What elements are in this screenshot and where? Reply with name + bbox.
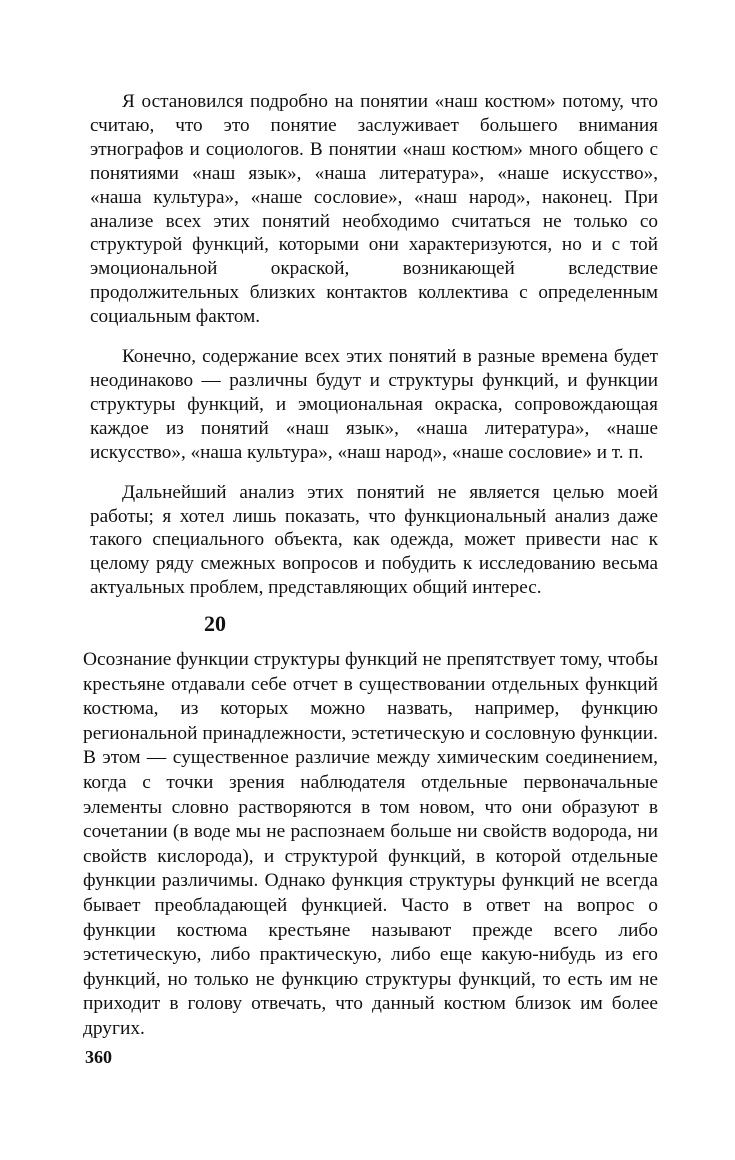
upper-text-block xyxy=(90,90,658,616)
paragraph-3: Дальнейший анализ этих понятий не является целью моей работы; я хотел лишь показать, что функциональный анализ даже такого специального объекта, как одежда, может привести нас к целому ряду смежных вопросов и побудить к исследованию весьма актуальных проблем, представляющих общий интерес. xyxy=(90,481,658,599)
page-number: 360 xyxy=(85,1047,112,1067)
paragraph-1: Я остановился подробно на понятии «наш костюм» потому, что считаю, что это понятие заслуживает большего внимания этнографов и социологов. В понятии «наш костюм» много общего с понятиями «наш язык», «наша литература», «наше искусство», «наша культура», «наше сословие», «наш народ», наконец. При анализе всех этих понятий необходимо считаться не только со структурой функций, которыми они характеризуются, но и с той эмоциональной окраской, возникающей вследствие продолжительных близких контактов коллектива с определенным социальным фактом. xyxy=(90,91,658,328)
section-number: 20 xyxy=(204,611,226,636)
lower-text-block xyxy=(83,648,658,1042)
paragraph-2: Конечно, содержание всех этих понятий в разные времена будет неодинаково — различны будут и структуры функций, и функции структуры функций, и эмоциональная окраска, сопровождающая каждое из понятий «наш язык», «наша литература», «наше искусство», «наша культура», «наш народ», «наше сословие» и т. п. xyxy=(90,346,658,463)
paragraph-4: Осознание функции структуры функций не препятствует тому, чтобы крестьяне отдавали себе отчет в существовании отдельных функций костюма, из которых можно назвать, например, функцию региональной принадлежности, эстетическую и сословную функции. В этом — существенное различие между химическим соединением, когда с точки зрения наблюдателя отдельные первоначальные элементы словно растворяются в том новом, что они образуют в сочетании (в воде мы не распознаем больше ни свойств водорода, ни свойств кислорода), и структурой функций, в которой отдельные функции различимы. Однако функция структуры функций не всегда бывает преобладающей функцией. Часто в ответ на вопрос о функции костюма крестьяне называют прежде всего либо эстетическую, либо практическую, либо еще какую-нибудь из его функций, но только не функцию структуры функций, то есть им не приходит в голову отвечать, что данный костюм близок им более других. xyxy=(83,649,658,1039)
